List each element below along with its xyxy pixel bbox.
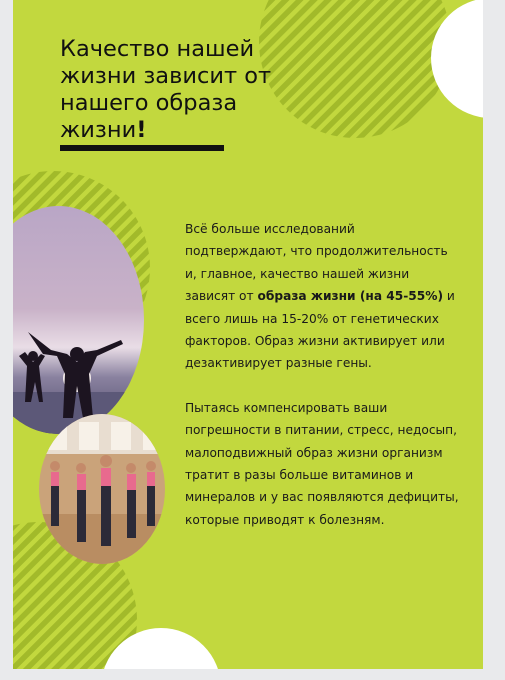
body-text bbox=[185, 218, 460, 553]
paragraph-lifestyle-research bbox=[185, 218, 460, 375]
paragraph1-end: и всего лишь на 15-20% от генетических факторов. Образ жизни активирует или дезактивирует разные гены. bbox=[185, 289, 455, 371]
document-page bbox=[13, 0, 483, 669]
headline-underline bbox=[60, 145, 224, 151]
headline-text: Качество нашей жизни зависит от нашего образа жизни bbox=[60, 36, 272, 143]
headline bbox=[60, 36, 290, 144]
photo-fitness-class bbox=[39, 414, 165, 564]
paragraph1-highlight: образа жизни (на 45-55%) bbox=[257, 289, 444, 304]
headline-exclamation: ! bbox=[136, 117, 147, 143]
paragraph1-start: Всё больше исследований подтверждают, что продолжительность и, главное, качество нашей жизни зависят от bbox=[185, 222, 448, 304]
paragraph-deficits: Пытаясь компенсировать ваши погрешности в питании, стресс, недосып, малоподвижный образ жизни организм тратит в разы больше витаминов и минералов и у вас появляются дефициты, которые приводят к болезням. bbox=[185, 400, 459, 527]
